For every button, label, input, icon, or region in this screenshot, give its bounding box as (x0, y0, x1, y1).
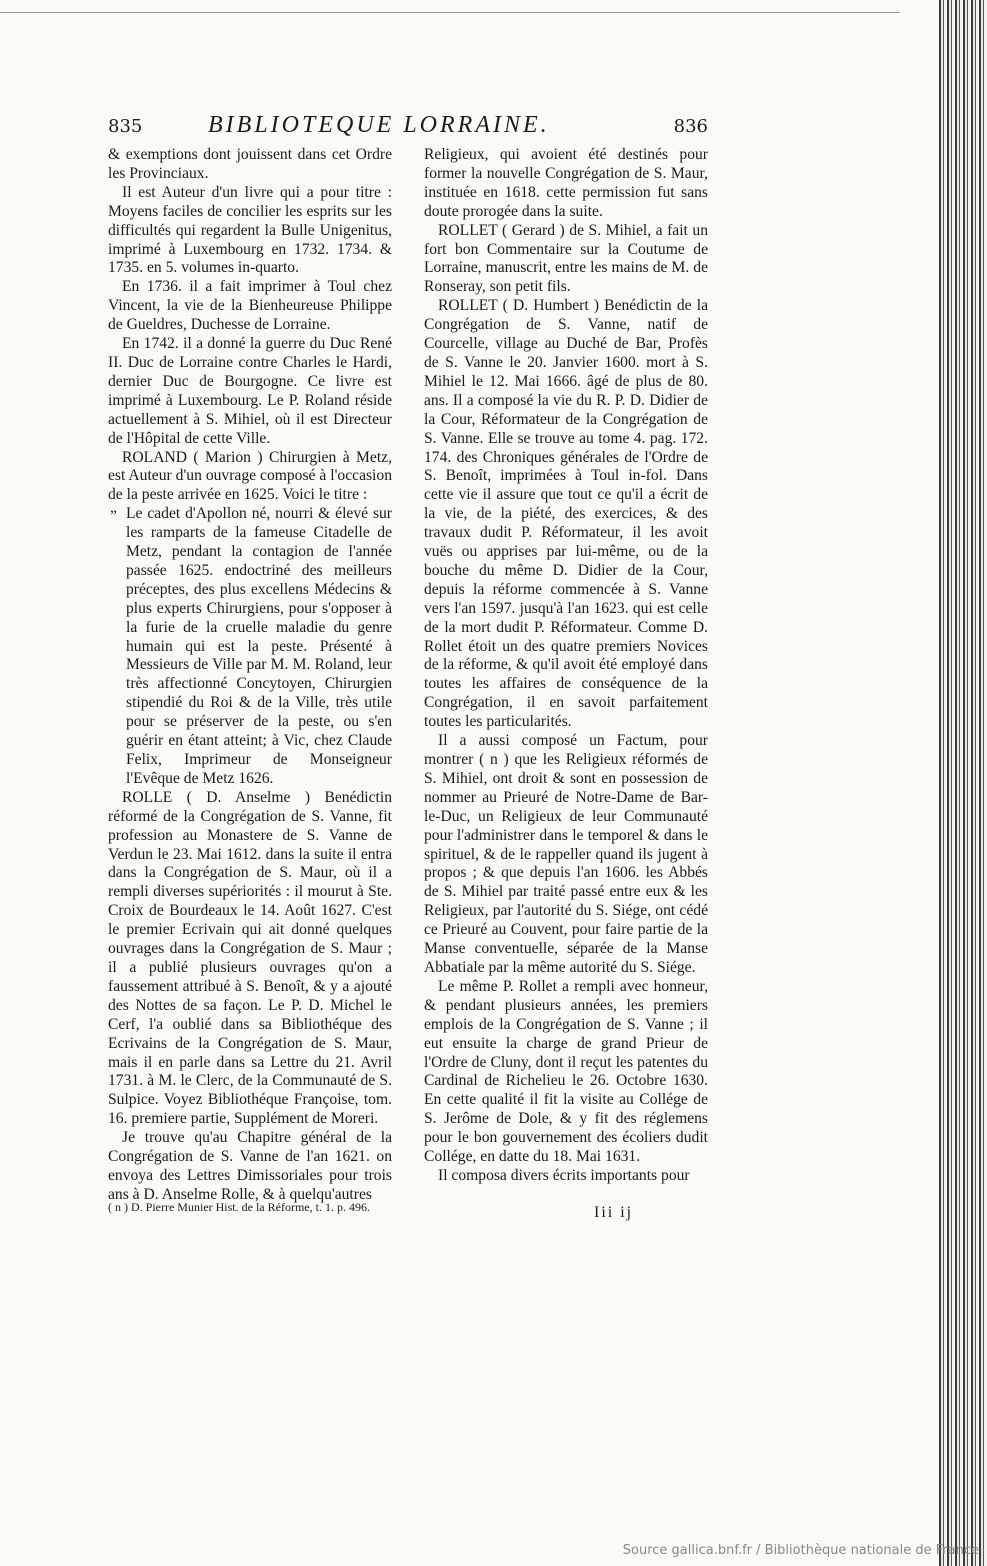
footnote: ( n ) D. Pierre Munier Hist. de la Réforme, t. 1. p. 496. (108, 1200, 370, 1214)
entry-roland: ROLAND ( Marion ) Chirurgien à Metz, est Auteur d'un ouvrage composé à l'occasion de la peste arrivée en 1625. Voici le titre : (108, 448, 392, 504)
page-number-left: 835 (108, 116, 143, 137)
paragraph: Il a aussi composé un Factum, pour montrer ( n ) que les Religieux réformés de S. Mihiel, ont droit & sont en possession de nommer au Prieuré de Notre-Dame de Bar-le-Duc, un Religieux de leur Communauté pour l'administrer dans le temporel & dans le spirituel, & de le rappeller quand ils jugent à propos ; & que depuis l'an 1606. les Abbés de S. Mihiel par traité passé entre eux & les Religieux, par l'autorité du S. Siége, ont cédé ce Prieuré au Couvent, pour faire partie de la Manse conventuelle, séparée de la Manse Abbatiale par la même autorité du S. Siége. (424, 732, 708, 976)
entry-rollet-humbert: ROLLET ( D. Humbert ) Benédictin de la Congrégation de S. Vanne, natif de Courcelle, village au Duché de Bar, Profès de S. Vanne le 20. Janvier 1600. mort à S. Mihiel le 12. Mai 1666. âgé de plus de 80. ans. Il a composé la vie du R. P. D. Didier de la Cour, Réformateur de la Congrégation de S. Vanne. Elle se trouve au tome 4. pag. 172. 174. des Chroniques générales de l'Ordre de S. Benoît, imprimées à Toul in-fol. Dans cette vie il assure que tout ce qu'il a écrit de la vie, de la piété, des exercices, & des travaux dudit P. Réformateur, il les avoit vuës ou apprises par lui-même, ou de la bouche du même D. Didier de la Cour, depuis la réforme commencée à S. Vanne vers l'an 1597. jusqu'à l'an 1623. qui est celle de la mort dudit P. Réformateur. Comme D. Rollet étoit un des quatre premiers Novices de la réforme, & qu'il avoit été employé dans toutes les affaires de conséquence de la Congrégation, il en savoit parfaitement toutes les particularités. (424, 297, 708, 731)
running-title: BIBLIOTEQUE LORRAINE. (208, 112, 550, 138)
paragraph: Je trouve qu'au Chapitre général de la Congrégation de S. Vanne de l'an 1621. on envoya des Lettres Dimissoriales pour trois ans à D. Anselme Rolle, & à quelqu'autres (108, 1129, 392, 1203)
paragraph: Le même P. Rollet a rempli avec honneur, & pendant plusieurs années, les premiers emplois de la Congrégation de S. Vanne ; il eut ensuite la charge de grand Prieur de l'Ordre de Cluny, dont il reçut les patentes du Cardinal de Richelieu le 26. Octobre 1630. En cette qualité il fit la visite au Collége de S. Jerôme de Dole, & y fit des réglemens pour le bon gouvernement des écoliers dudit Collége, en datte du 18. Mai 1631. (424, 977, 708, 1166)
page-header (108, 112, 708, 146)
paragraph: & exemptions dont jouissent dans cet Ordre les Provinciaux. (108, 146, 392, 182)
left-column (108, 146, 392, 1205)
paragraph: Il composa divers écrits importants pour (438, 1166, 690, 1184)
paragraph: En 1742. il a donné la guerre du Duc René II. Duc de Lorraine contre Charles le Hardi, dernier Duc de Bourgogne. Ce livre est imprimé à Luxembourg. Le P. Roland réside actuellement à S. Mihiel, où il est Directeur de l'Hôpital de cette Ville. (108, 335, 392, 447)
signature-mark: Iii ij (594, 1204, 634, 1221)
entry-rollet-gerard: ROLLET ( Gerard ) de S. Mihiel, a fait un fort bon Commentaire sur la Coutume de Lorraine, manuscrit, entre les mains de M. de Ronseray, son petit fils. (424, 221, 708, 296)
right-column (424, 146, 708, 1186)
entry-rolle: ROLLE ( D. Anselme ) Benédictin réformé de la Congrégation de S. Vanne, fit profession au Monastere de S. Vanne de Verdun le 23. Mai 1612. dans la suite il entra dans la Congrégation de S. Maur, où il a rempli diverses supériorités : il mourut à Ste. Croix de Bourdeaux le 14. Août 1627. C'est le premier Ecrivain qui ait donné quelques ouvrages dans la Congrégation de S. Maur ; il a publié plusieurs ouvrages qu'on a faussement attribué à S. Benoît, & y a ajouté des Nottes de sa façon. Le P. D. Michel le Cerf, l'a oublié dans sa Bibliothéque des Ecrivains de la Congrégation de S. Maur, mais il en parle dans sa Lettre du 21. Avril 1731. à M. le Clerc, de la Communauté de S. Sulpice. Voyez Bibliothéque Françoise, tom. 16. premiere partie, Supplément de Moreri. (108, 788, 392, 1128)
paragraph: En 1736. il a fait imprimer à Toul chez Vincent, la vie de la Bienheureuse Philippe de Gueldres, Duchesse de Lorraine. (108, 278, 392, 334)
paragraph: Religieux, qui avoient été destinés pour former la nouvelle Congrégation de S. Maur, instituée en 1618. cette permission fut sans doute prorogée dans la suite. (424, 146, 708, 220)
quoted-title: „ Le cadet d'Apollon né, nourri & élevé sur les ramparts de la fameuse Citadelle de Metz, pendant la contagion de l'année passée 1625. endoctriné des meilleurs préceptes, des plus excellens Médecins & plus experts Chirurgiens, pour s'opposer à la furie de la cruelle maladie du genre humain qui est la peste. Présenté à Messieurs de Ville par M. M. Roland, leur très affectionné Concytoyen, Chirurgien stipendié du Roi & de la Ville, très utile pour se préserver de la peste, ou s'en guérir en étant atteint; à Vic, chez Claude Felix, Imprimeur de Monseigneur l'Evêque de Metz 1626. (108, 505, 392, 789)
page-top-rule (0, 12, 900, 13)
page-number-right: 836 (673, 116, 708, 137)
page-binding-edge (939, 0, 987, 1566)
paragraph: Il est Auteur d'un livre qui a pour titre : Moyens faciles de concilier les esprits sur les difficultés qui regardent la Bulle Unigenitus, imprimé à Luxembourg en 1732. 1734. & 1735. en 5. volumes in-quarto. (108, 183, 392, 277)
source-credit: Source gallica.bnf.fr / Bibliothèque nationale de France (622, 1543, 979, 1558)
